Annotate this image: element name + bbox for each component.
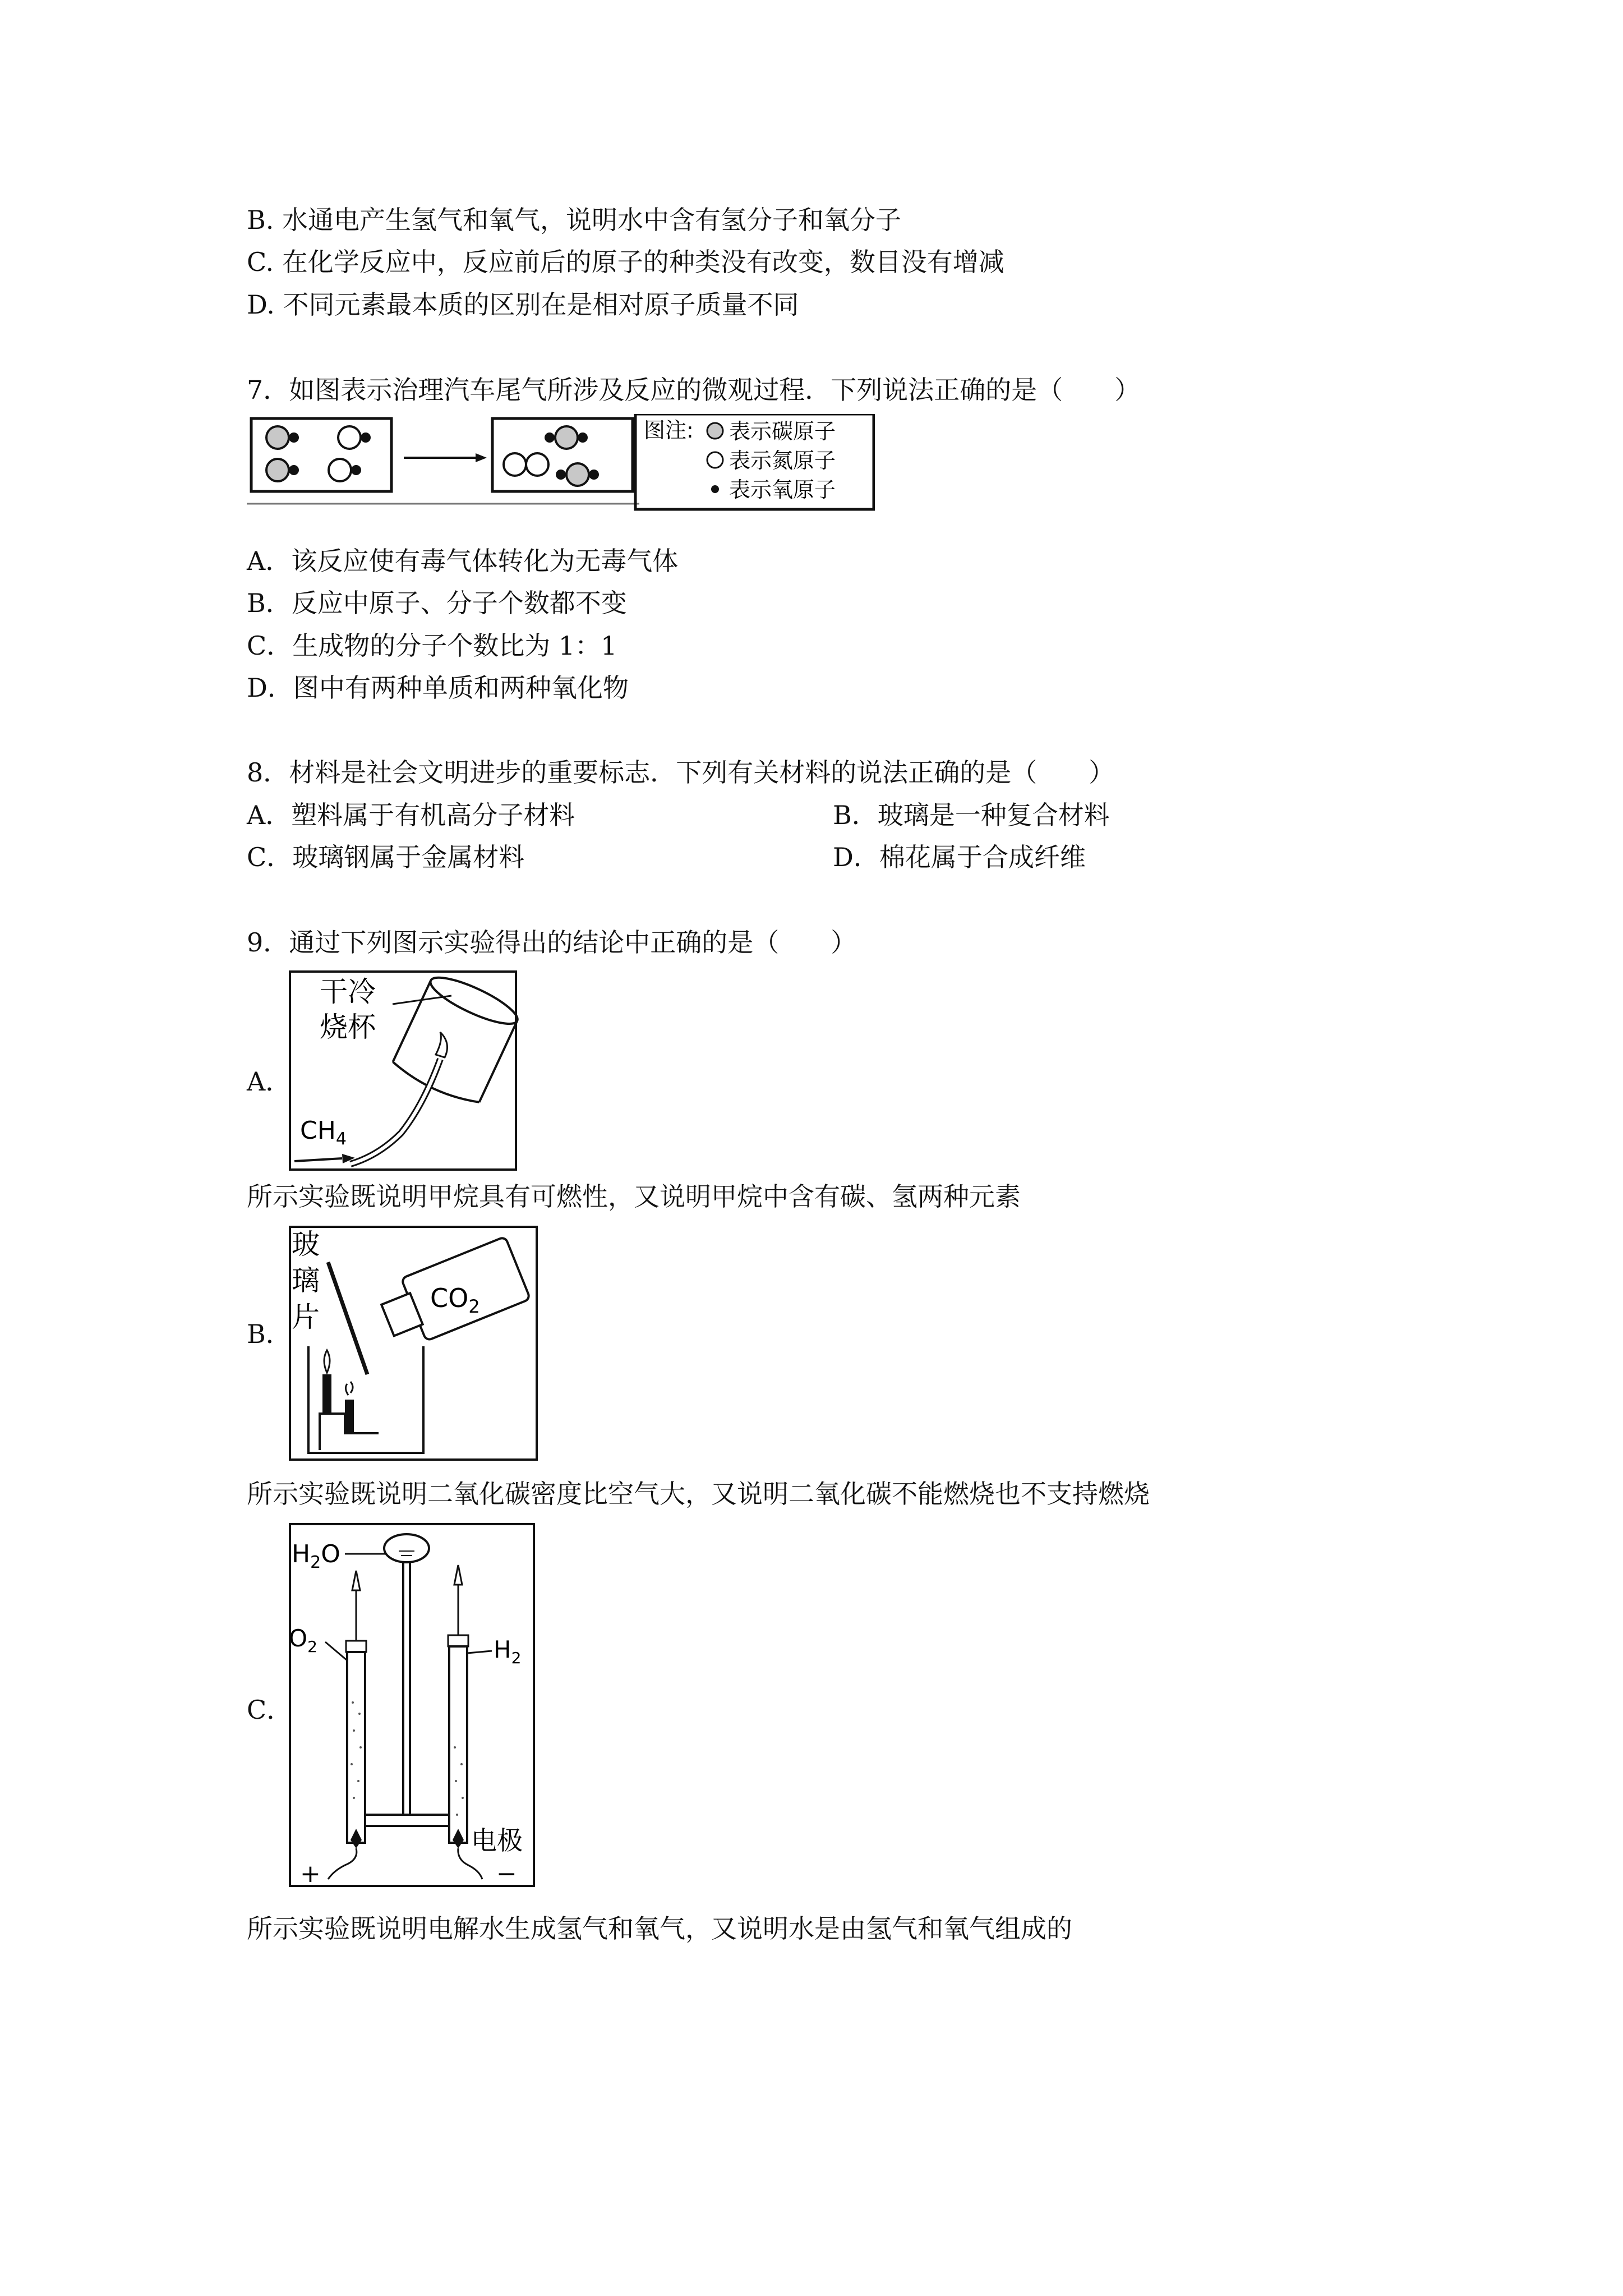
q9-b-letter: B． [247,1319,292,1349]
q9-b-label-3: 片 [292,1301,320,1333]
q9-c-electrode-label: 电极 [471,1825,523,1856]
legend-title: 图注: [644,418,694,443]
q9-c-conclusion: 所示实验既说明电解水生成氢气和氧气，又说明水是由氢气和氧气组成的 [247,1913,1072,1944]
q9-a-letter: A． [247,1066,292,1097]
q9-c-o2-label: $O_2$ [289,1625,317,1656]
q7-reaction-diagram [247,414,875,515]
q9-b-conclusion: 所示实验既说明二氧化碳密度比空气大，又说明二氧化碳不能燃烧也不支持燃烧 [247,1479,1150,1509]
q9-c-h2-label: $H_2$ [494,1636,522,1667]
q7-option-d: D．图中有两种单质和两种氧化物 [247,673,629,703]
q8-option-b: B．玻璃是一种复合材料 [833,800,1110,830]
q9-a-label-1: 干冷 [320,976,376,1008]
reactant-molecule [266,426,289,449]
q7-option-a: A．该反应使有毒气体转化为无毒气体 [247,546,679,576]
q9-a-methane-diagram [289,970,519,1172]
legend-oxygen: 表示氧原子 [729,477,836,502]
q8-option-d: D．棉花属于合成纤维 [833,842,1086,872]
prev-option-c: C. 在化学反应中，反应前后的原子的种类没有改变，数目没有增减 [247,247,1004,277]
q9-a-label-2: 烧杯 [320,1011,376,1043]
glass-plate [328,1262,367,1374]
legend-nitrogen: 表示氮原子 [729,448,836,473]
q7-option-c: C．生成物的分子个数比为 1：1 [247,631,617,661]
q9-b-label-1: 玻 [292,1228,320,1260]
q8-option-c: C．玻璃钢属于金属材料 [247,842,525,872]
q9-a-conclusion: 所示实验既说明甲烷具有可燃性，又说明甲烷中含有碳、氢两种元素 [247,1181,1021,1212]
inverted-beaker [390,970,519,1108]
legend-carbon: 表示碳原子 [729,419,836,444]
prev-option-d: D. 不同元素最本质的区别在是相对原子质量不同 [247,289,799,320]
q9-c-electrolysis-diagram [289,1523,536,1888]
q9-a-ch4-label: $CH_4$ [300,1116,347,1149]
q9-stem: 9．通过下列图示实验得出的结论中正确的是（ ） [247,927,857,958]
q9-b-co2-label: $CO_2$ [430,1283,480,1317]
q9-c-minus-label: − [496,1860,517,1888]
q9-c-plus-label: + [300,1860,321,1888]
q7-option-b: B．反应中原子、分子个数都不变 [247,588,627,618]
prev-option-b: B. 水通电产生氢气和氧气，说明水中含有氢分子和氧分子 [247,205,902,235]
q9-c-letter: C． [247,1695,293,1725]
q9-b-label-2: 璃 [292,1264,320,1297]
q8-stem: 8．材料是社会文明进步的重要标志．下列有关材料的说法正确的是（ ） [247,757,1115,788]
q9-b-co2-diagram [289,1226,538,1461]
q8-option-a: A．塑料属于有机高分子材料 [247,800,575,830]
q9-c-water-label: $H_2O$ [292,1540,340,1572]
q7-stem: 7．如图表示治理汽车尾气所涉及反应的微观过程．下列说法正确的是（ ） [247,375,1141,405]
